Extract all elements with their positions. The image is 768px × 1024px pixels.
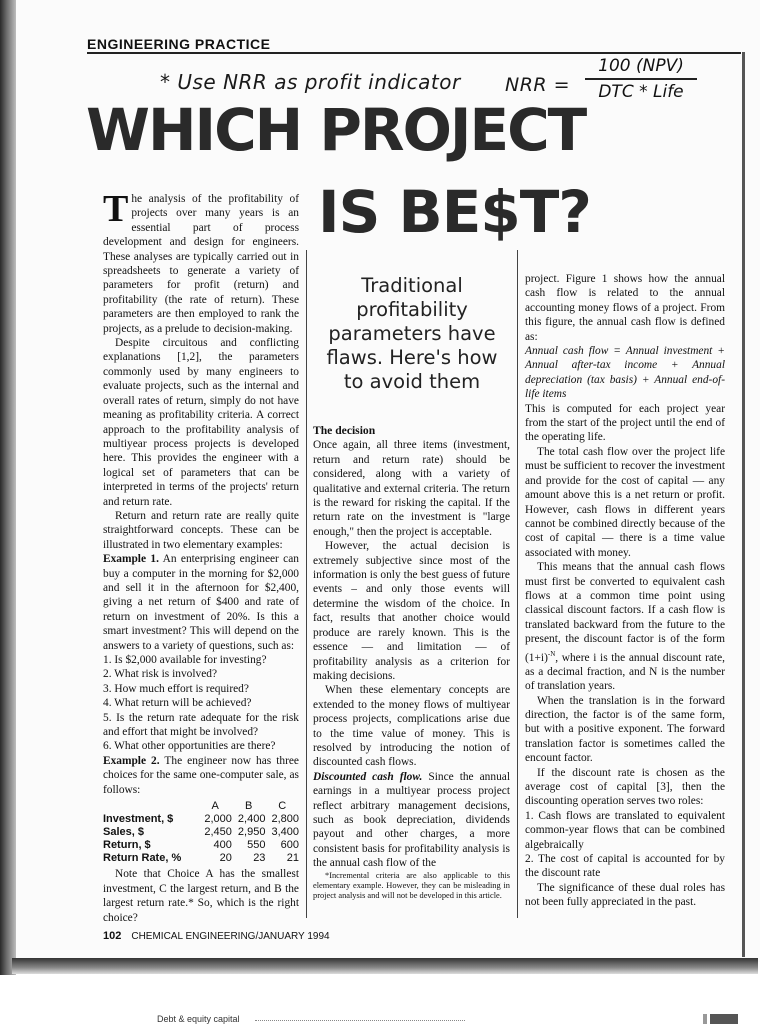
paragraph: When the translation is in the forward direction, the factor is of the same form, but with a positive exponent. The forward translation factor is sometimes called the encount factor. (525, 694, 725, 765)
table-cell: 20 (219, 852, 232, 865)
table-cell: 3,400 (271, 826, 299, 839)
paragraph: This is computed for each project year from the start of the project until the end of the operating life. (525, 402, 725, 444)
table-cell: 21 (286, 852, 299, 865)
table-cell: 23 (253, 852, 266, 865)
list-item: 2. The cost of capital is accounted for by the discount rate (525, 853, 725, 880)
journal-name: CHEMICAL ENGINEERING/JANUARY 1994 (131, 931, 330, 942)
dotted-leader (255, 1020, 465, 1021)
handwritten-nrr: NRR = (505, 74, 571, 96)
table-row (103, 852, 299, 865)
deck-subtitle: Traditional profitability parameters have flaws. Here's how to avoid them (326, 274, 498, 393)
intro-paragraph: The analysis of the profitability of projects over many years is an essential part of process development and design for engineers. These analyses are typically carried out in spreadsheets to generate a variety of parameters for profit (return) and profitability (the rate of return). These parameters are then employed to rank the projects, as a prelude to decision-making. (103, 188, 299, 335)
fraction-bar (585, 78, 697, 80)
list-item: 1. Cash flows are translated to equivalent common-year flows that can be combined algebraically (525, 809, 725, 851)
list-item: 6. What other opportunities are there? (103, 740, 276, 753)
paragraph: When these elementary concepts are extended to the money flows of multiyear process projects, complications arise due to the time value of money. This is resolved by introducing the notion of discounted cash flows. (313, 684, 510, 769)
paragraph: Despite circuitous and conflicting explanations [1,2], the parameters commonly used by many engineers to evaluate projects, such as the internal and overall rates of return, simply do not have meaning as profitability criteria. A correct approach to the profitability analysis of multiyear process projects is developed here. This provides the engineer with a logical set of parameters that can be interpreted in terms of the projects' return and return rate. (103, 337, 299, 508)
paragraph: This means that the annual cash flows must first be converted to equivalent cash flows at a common time point using classical discount factors. If a cash flow is translated backward from the future to the present, the discount factor is of the form $(1+i)^{-N}$, where i is the annual discount rate, as a decimal fraction, and N is the number of translation years. (525, 561, 725, 693)
table-header: C (278, 800, 287, 813)
table-header-row (103, 799, 299, 813)
list-item: 1. Is $2,000 available for investing? (103, 654, 267, 666)
scan-edge (0, 0, 16, 975)
paragraph: The total cash flow over the project life must be sufficient to recover the investment and provide for the cost of capital — any amount above this is a net return or profit. However, cash flows in different years cannot be combined directly because of the cost of capital — there is a time value associated with money. (525, 445, 725, 559)
example-1: Example 1. An enterprising engineer can buy a computer in the morning for $2,000 and sell it in the afternoon for $2,400, giving a net return of $400 and rate of return on investment of 20%. Is this a smart investment? This will depend on the answers to a variety of questions, such as: (103, 553, 299, 652)
row-label: Sales, $ (103, 826, 144, 839)
list-item: 3. How much effort is required? (103, 682, 249, 695)
question-list (103, 653, 299, 754)
article-column-3 (525, 272, 725, 910)
table-cell: 2,450 (204, 826, 232, 839)
example-2: Example 2. The engineer now has three choices for the same one-computer sale, as follows: (103, 754, 299, 796)
row-label: Return Rate, % (103, 852, 182, 865)
table-header (103, 799, 198, 813)
section-label: ENGINEERING PRACTICE (87, 36, 271, 52)
scan-mark (703, 1014, 707, 1024)
example-label: Example 1. (103, 553, 159, 566)
exponent: -N (547, 649, 556, 658)
next-page-fragment: Debt & equity capital (157, 1014, 240, 1024)
paragraph: Discounted cash flow. Since the annual earnings in a multiyear process project reflect arbitrary management decisions, such as book depreciation, dividends payout and other charges, a more consistent basis for profitability analysis is the annual cash flow of the (313, 770, 510, 870)
page-bottom-shadow (12, 958, 758, 974)
paragraph: The significance of these dual roles has not been fully appreciated in the past. (525, 881, 725, 909)
formula: Annual cash flow = Annual investment + Annual after-tax income + Annual depreciation (tax basis) + Annual end-of-life items (525, 345, 725, 401)
page-edge-rule (742, 52, 745, 957)
handwritten-fraction (585, 56, 697, 102)
table-row (103, 813, 299, 826)
paragraph: Once again, all three items (investment, return and return rate) should be considered, along with a variety of qualitative and external criteria. The return is the reward for risking the capital. If the return rate on the investment is "large enough," then the project is acceptable. (313, 439, 510, 538)
table-cell: 550 (247, 839, 266, 852)
subhead: The decision (313, 424, 376, 437)
list-item: 5. Is the return rate adequate for the risk and effort that might be involved? (103, 711, 299, 739)
table-row (103, 826, 299, 839)
paragraph: Note that Choice A has the smallest investment, C the largest return, and B the largest return rate.* So, which is the right choice? (103, 868, 299, 924)
section-rule (87, 52, 741, 54)
drop-cap: T (103, 188, 129, 230)
page-number: 102 (103, 930, 122, 942)
column-divider (517, 250, 518, 918)
row-label: Investment, $ (103, 813, 174, 826)
column-divider (306, 250, 307, 918)
table-cell: 2,400 (237, 813, 266, 826)
handwritten-note: * Use NRR as profit indicator (160, 70, 461, 94)
table-cell: 600 (280, 839, 299, 852)
paragraph: If the discount rate is chosen as the average cost of capital [3], then the discounting operation serves two roles: (525, 766, 725, 808)
example-label: Example 2. (103, 754, 160, 767)
paragraph: Return and return rate are really quite straightforward concepts. These can be illustrated in two elementary examples: (103, 509, 299, 551)
inline-subhead: Discounted cash flow. (313, 770, 423, 783)
choices-table (103, 799, 299, 865)
table-cell: 2,000 (204, 813, 232, 826)
headline-line-2: IS BE$T? (318, 178, 591, 246)
paragraph: However, the actual decision is extremely subjective since most of the information is only the best guess of future events – and only those events will determine the wisdom of the choice. In fact, results that another choice would produce are rarely known. This is the essence — and limitation — of profitability analysis as a criterion for making decisions. (313, 540, 510, 682)
scan-mark (710, 1014, 738, 1024)
list-item: 2. What risk is involved? (103, 668, 217, 681)
list-item: 4. What return will be achieved? (103, 697, 252, 710)
headline-line-1: WHICH PROJECT (86, 96, 586, 164)
table-header: A (211, 800, 219, 813)
table-cell: 2,950 (237, 826, 266, 839)
table-cell: 2,800 (271, 813, 299, 826)
paragraph: project. Figure 1 shows how the annual cash flow is related to the annual accounting money flows of a project. From this figure, the annual cash flow is defined as: (525, 273, 725, 343)
table-row (103, 839, 299, 852)
article-column-1 (103, 188, 299, 925)
page-folio (103, 930, 330, 942)
row-label: Return, $ (103, 839, 151, 852)
handwritten-numerator: 100 (NPV) (598, 56, 684, 76)
table-header: B (244, 800, 253, 813)
table-cell: 400 (213, 839, 232, 852)
article-column-2 (313, 424, 510, 901)
footnote: *Incremental criteria are also applicable to this elementary example. However, they can be misleading in project analysis and will not be developed in this article. (313, 870, 510, 900)
handwritten-denominator: DTC * Life (598, 82, 684, 102)
